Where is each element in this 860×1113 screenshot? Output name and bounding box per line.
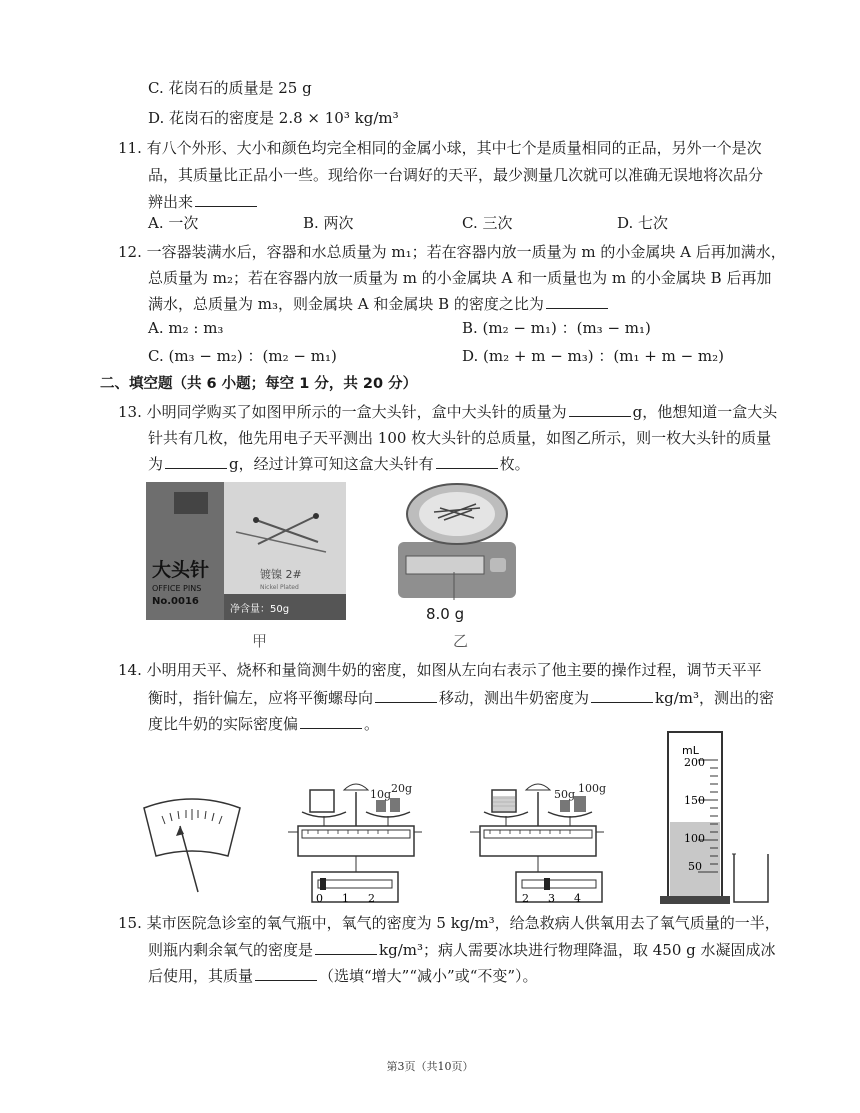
box-net-weight: 净含量：50g bbox=[230, 604, 290, 615]
answer-blank[interactable] bbox=[436, 454, 498, 469]
scale-reading: 8.0 g bbox=[426, 605, 465, 623]
answer-blank[interactable] bbox=[165, 454, 227, 469]
graduated-cylinder bbox=[654, 730, 774, 906]
ruler-mark: 4 bbox=[574, 892, 581, 905]
q14-line1: 14. 小明用天平、烧杯和量筒测牛奶的密度，如图从左向右表示了他主要的操作过程，调节天平平 bbox=[118, 661, 762, 679]
q10-option-c: C. 花岗石的质量是 25 g bbox=[148, 79, 312, 97]
cylinder-tick: 50 bbox=[688, 860, 702, 873]
page-footer: 第3页（共10页） bbox=[386, 1060, 474, 1073]
answer-blank[interactable] bbox=[195, 192, 257, 207]
caption-jia: 甲 bbox=[252, 632, 268, 650]
q13-line1: 13. 小明同学购买了如图甲所示的一盒大头针，盒中大头针的质量为 g，他想知道一盒大头 bbox=[118, 403, 778, 421]
q13-line3: 为 g，经过计算可知这盒大头针有 枚。 bbox=[148, 455, 530, 473]
q12-option-c: C. (m₃ − m₂) ：(m₂ − m₁) bbox=[148, 347, 337, 365]
q12-line3: 满水，总质量为 m₃，则金属块 A 和金属块 B 的密度之比为 bbox=[148, 294, 610, 314]
q12-line2: 总质量为 m₂；若在容器内放一质量为 m 的小金属块 A 和一质量也为 m 的小金属块 B 后再加 bbox=[148, 269, 772, 287]
q11-option-d: D. 七次 bbox=[617, 214, 669, 232]
answer-blank[interactable] bbox=[569, 402, 631, 417]
ruler-mark: 1 bbox=[342, 892, 349, 905]
box-label-en: Nickel Plated bbox=[260, 584, 299, 591]
q11-line1: 11. 有八个外形、大小和颜色均完全相同的金属小球，其中七个是质量相同的正品，另外一个是次 bbox=[118, 139, 762, 157]
box-number: No.0016 bbox=[152, 596, 199, 607]
q14-line2: 衡时，指针偏左，应将平衡螺母向 移动，测出牛奶密度为 kg/m³，测出的密 bbox=[148, 689, 775, 707]
cylinder-tick: 100 bbox=[684, 832, 705, 845]
q12-option-a: A. m₂ : m₃ bbox=[148, 319, 224, 337]
q11-option-b: B. 两次 bbox=[303, 214, 354, 232]
answer-blank[interactable] bbox=[300, 714, 362, 729]
electronic-scale-figure bbox=[394, 482, 520, 600]
cylinder-tick: 150 bbox=[684, 794, 705, 807]
q15-line3: 后使用，其质量 （选填“增大”“减小”或“不变”）。 bbox=[148, 967, 538, 985]
cylinder-tick: 200 bbox=[684, 756, 705, 769]
ruler-mark: 2 bbox=[368, 892, 375, 905]
ruler-mark: 3 bbox=[548, 892, 555, 905]
box-subtitle: OFFICE PINS bbox=[152, 584, 202, 593]
weight-label: 10g bbox=[370, 788, 392, 801]
q11-option-a: A. 一次 bbox=[148, 214, 199, 232]
q12-option-b: B. (m₂ − m₁) ：(m₃ − m₁) bbox=[462, 319, 651, 337]
box-title: 大头针 bbox=[152, 559, 210, 581]
balance-with-empty-beaker bbox=[288, 772, 422, 912]
q14-line3: 度比牛奶的实际密度偏 。 bbox=[148, 715, 380, 733]
weight-label: 50g bbox=[554, 788, 576, 801]
answer-blank[interactable] bbox=[546, 294, 608, 309]
q15-line1: 15. 某市医院急诊室的氧气瓶中，氧气的密度为 5 kg/m³，给急救病人供氧用去了氧气质量的一半， bbox=[118, 914, 780, 932]
weight-label: 20g bbox=[391, 782, 413, 795]
section-heading: 二、填空题（共 6 小题；每空 1 分，共 20 分） bbox=[100, 376, 418, 392]
ruler-mark: 2 bbox=[522, 892, 529, 905]
q10-option-d: D. 花岗石的密度是 2.8 × 10³ kg/m³ bbox=[148, 109, 399, 127]
weight-label: 100g bbox=[578, 782, 607, 795]
q15-line2: 则瓶内剩余氧气的密度是 kg/m³；病人需要冰块进行物理降温，取 450 g 水凝固成冰 bbox=[148, 941, 776, 959]
answer-blank[interactable] bbox=[255, 966, 317, 981]
q13-line2: 针共有几枚，他先用电子天平测出 100 枚大头针的总质量，如图乙所示，则一枚大头针的质量 bbox=[148, 429, 772, 447]
caption-yi: 乙 bbox=[453, 632, 469, 650]
answer-blank[interactable] bbox=[315, 940, 377, 955]
cylinder-unit: mL bbox=[682, 744, 699, 757]
q11-line2: 品，其质量比正品小一些。现给你一台调好的天平，最少测量几次就可以准确无误地将次品分 bbox=[148, 166, 764, 184]
q11-option-c: C. 三次 bbox=[462, 214, 513, 232]
q12-option-d: D. (m₂ + m − m₃) ：(m₁ + m − m₂) bbox=[462, 347, 725, 365]
answer-blank[interactable] bbox=[375, 688, 437, 703]
ruler-mark: 0 bbox=[316, 892, 323, 905]
pin-box-figure bbox=[146, 482, 346, 620]
balance-pointer-dial bbox=[140, 796, 244, 896]
q12-line1: 12. 一容器装满水后，容器和水总质量为 m₁；若在容器内放一质量为 m 的小金属块 A 后再加满水， bbox=[118, 243, 786, 261]
answer-blank[interactable] bbox=[591, 688, 653, 703]
box-label: 镀镍 2# bbox=[260, 568, 302, 581]
balance-with-milk-beaker bbox=[470, 772, 610, 912]
q11-line3: 辨出来 bbox=[148, 192, 259, 212]
